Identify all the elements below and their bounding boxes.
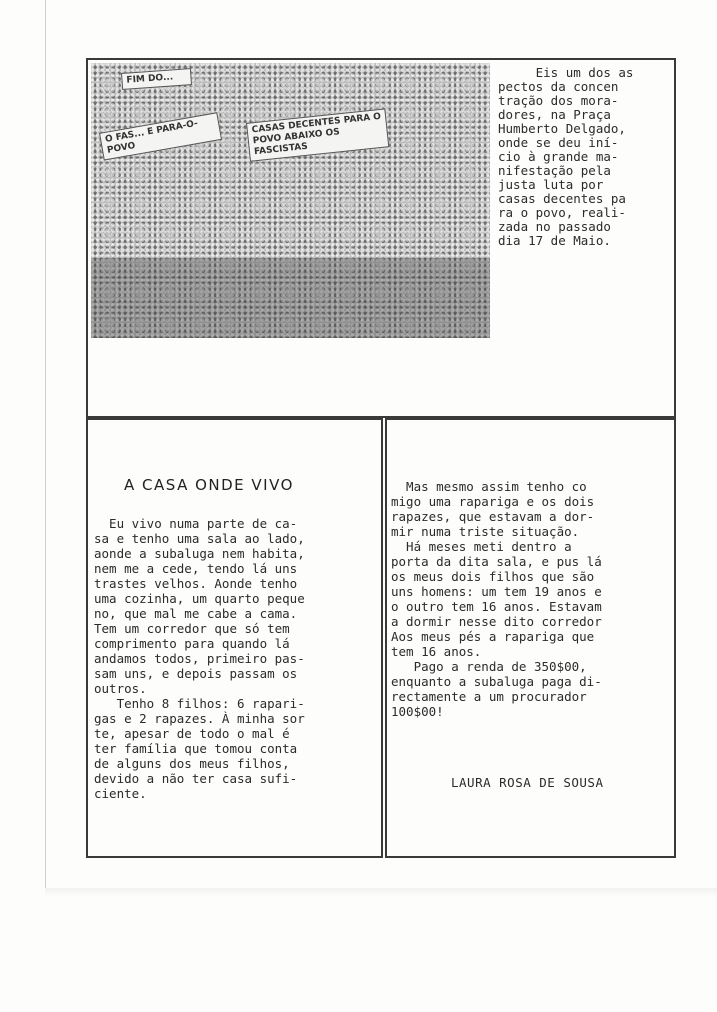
text-line: Tenho 8 filhos: 6 rapari- — [94, 696, 305, 711]
caption-line: casas decentes pa — [498, 191, 626, 206]
text-line: comprimento para quando lá — [94, 636, 290, 651]
caption-line: Humberto Delgado, — [498, 121, 626, 136]
text-line: Aos meus pés a rapariga que — [391, 629, 595, 644]
text-line: outros. — [94, 681, 147, 696]
text-line: 100$00! — [391, 704, 444, 719]
text-line: Tem um corredor que só tem — [94, 621, 290, 636]
text-line: uma cozinha, um quarto peque — [94, 591, 305, 606]
text-line: gas e 2 rapazes. À minha sor — [94, 711, 305, 726]
text-line: no, que mal me cabe a cama. — [94, 606, 298, 621]
text-line: aonde a subaluga nem habita, — [94, 546, 305, 561]
text-line: Mas mesmo assim tenho co — [391, 479, 587, 494]
text-line: os meus dois filhos que são — [391, 569, 595, 584]
text-line: te, apesar de todo o mal é — [94, 726, 290, 741]
article-body-right — [391, 479, 673, 719]
text-line: devido a não ter casa sufi- — [94, 771, 298, 786]
caption-line: pectos da concen — [498, 79, 619, 94]
photo-caption — [498, 66, 673, 248]
crowd-shadow — [91, 258, 490, 338]
author-signature: LAURA ROSA DE SOUSA — [451, 775, 604, 790]
protest-banner: CASAS DECENTES PARA O POVO ABAIXO OS FASCISTAS — [246, 108, 389, 161]
text-line: ciente. — [94, 786, 147, 801]
text-line: mir numa triste situação. — [391, 524, 580, 539]
article-body-left — [94, 516, 379, 801]
text-line: uns homens: um tem 19 anos e — [391, 584, 602, 599]
text-line: andamos todos, primeiro pas- — [94, 651, 305, 666]
text-line: o outro tem 16 anos. Estavam — [391, 599, 602, 614]
text-line: de alguns dos meus filhos, — [94, 756, 290, 771]
page-bottom-shadow — [45, 888, 717, 896]
article-left-column — [86, 418, 383, 858]
text-line: rectamente a um procurador — [391, 689, 587, 704]
demonstration-photo — [91, 63, 490, 338]
text-line: porta da dita sala, e pus lá — [391, 554, 602, 569]
article-title: A CASA ONDE VIVO — [124, 476, 294, 494]
caption-line: nifestação pela — [498, 163, 611, 178]
article-right-column — [385, 418, 676, 858]
text-line: Há meses meti dentro a — [391, 539, 572, 554]
caption-line: Eis um dos as — [498, 65, 634, 80]
caption-line: justa luta por — [498, 177, 604, 192]
text-line: enquanto a subaluga paga di- — [391, 674, 602, 689]
text-line: Eu vivo numa parte de ca- — [94, 516, 298, 531]
text-line: sam uns, e depois passam os — [94, 666, 298, 681]
caption-line: tração dos mora- — [498, 93, 619, 108]
text-line: sa e tenho uma sala ao lado, — [94, 531, 305, 546]
caption-line: onde se deu iní- — [498, 135, 619, 150]
text-line: nem me a cede, tendo lá uns — [94, 561, 298, 576]
caption-line: dia 17 de Maio. — [498, 233, 611, 248]
text-line: a dormir nesse dito corredor — [391, 614, 602, 629]
caption-line: cio à grande ma- — [498, 149, 619, 164]
text-line: trastes velhos. Aonde tenho — [94, 576, 298, 591]
text-line: rapazes, que estavam a dor- — [391, 509, 595, 524]
text-line: migo uma rapariga e os dois — [391, 494, 595, 509]
caption-line: zada no passado — [498, 219, 611, 234]
protest-banner: FIM DO... — [121, 68, 192, 90]
text-line: Pago a renda de 350$00, — [391, 659, 587, 674]
protest-banner: O FAS... E PARA-O-POVO — [99, 112, 222, 160]
caption-line: dores, na Praça — [498, 107, 611, 122]
photo-section — [86, 58, 676, 418]
page-edge — [45, 0, 46, 895]
text-line: ter família que tomou conta — [94, 741, 298, 756]
text-line: tem 16 anos. — [391, 644, 482, 659]
caption-line: ra o povo, reali- — [498, 205, 626, 220]
